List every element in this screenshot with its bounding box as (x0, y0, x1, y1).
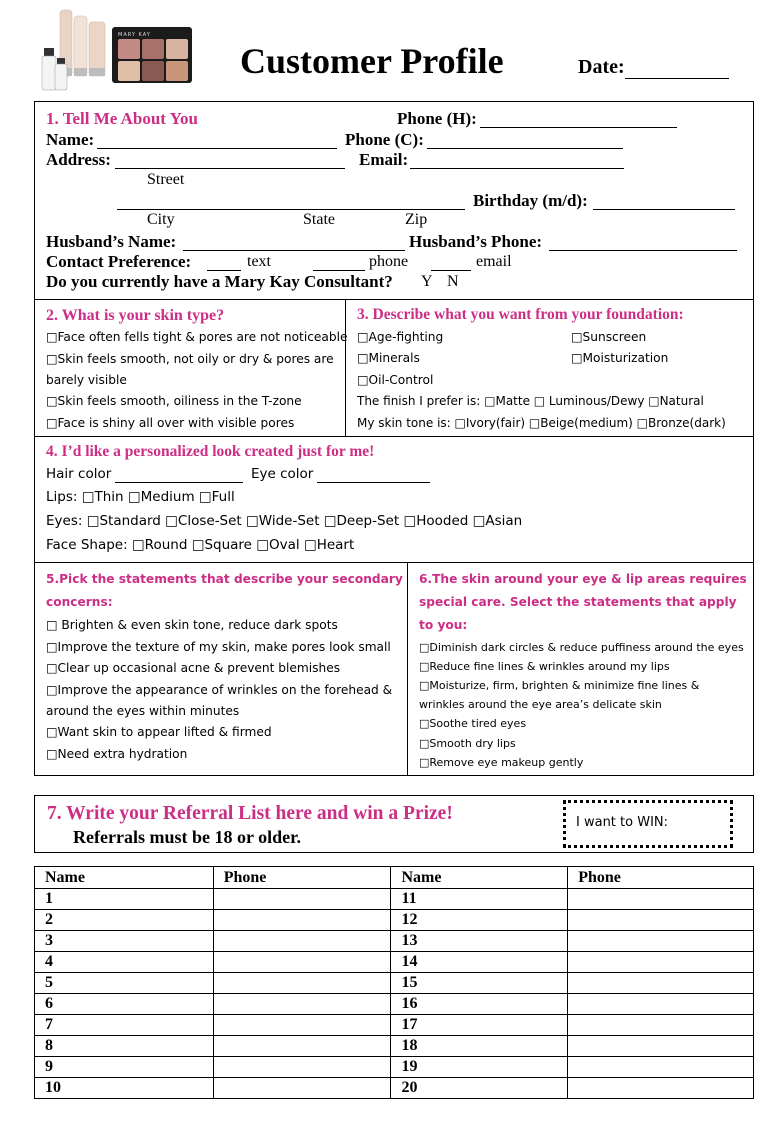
referral-name-cell[interactable]: 20 (391, 1078, 568, 1099)
skin-type-option[interactable]: □Face often fells tight & pores are not noticeable (46, 330, 348, 344)
concern-option[interactable]: □Improve the appearance of wrinkles on the forehead & (46, 683, 393, 697)
street-label: Street (147, 171, 185, 188)
header (0, 0, 779, 100)
palette-brand: MARY KAY (118, 32, 151, 38)
table-row (35, 889, 754, 910)
concern-option[interactable]: □Clear up occasional acne & prevent blemishes (46, 661, 341, 675)
skin-type-option[interactable]: □Skin feels smooth, oiliness in the T-zone (46, 394, 302, 408)
referral-phone-cell[interactable] (213, 952, 391, 973)
contact-phone-field[interactable] (313, 270, 365, 271)
section-divider (407, 563, 408, 775)
eyes-options[interactable]: Eyes: □Standard □Close-Set □Wide-Set □Deep-Set □Hooded □Asian (46, 513, 523, 529)
palette-pan (118, 39, 140, 59)
referral-name-cell[interactable]: 10 (35, 1078, 214, 1099)
table-row (35, 973, 754, 994)
concern-option-continued: around the eyes within minutes (46, 704, 240, 718)
phone-cell-label: Phone (C): (345, 130, 424, 149)
referral-phone-cell[interactable] (213, 1015, 391, 1036)
city-label: City (147, 211, 175, 228)
consultant-yes[interactable]: Y (421, 273, 433, 290)
face-shape-options[interactable]: Face Shape: □Round □Square □Oval □Heart (46, 537, 355, 553)
finish-preference[interactable]: The finish I prefer is: □Matte □ Luminous/Dewy □Natural (357, 394, 704, 408)
column-header-name: Name (391, 867, 568, 889)
phone-home-field[interactable] (480, 127, 677, 128)
foundation-minerals[interactable]: □Minerals (357, 351, 420, 365)
state-label: State (303, 211, 335, 228)
section7-heading: 7. Write your Referral List here and win a Prize! (47, 803, 453, 824)
section1-heading: 1. Tell Me About You (46, 109, 198, 128)
eye-color-label: Eye color (251, 466, 314, 482)
email-field[interactable] (410, 168, 624, 169)
table-row (35, 952, 754, 973)
referral-phone-cell[interactable] (568, 931, 754, 952)
concern-option[interactable]: □Improve the texture of my skin, make pores look small (46, 640, 391, 654)
birthday-field[interactable] (593, 209, 735, 210)
section-about-you (34, 101, 754, 300)
referral-name-cell[interactable]: 9 (35, 1057, 214, 1078)
husband-name-field[interactable] (183, 250, 405, 251)
table-row (35, 1057, 754, 1078)
phone-cell-field[interactable] (427, 148, 623, 149)
skin-type-option[interactable]: □Skin feels smooth, not oily or dry & pores are (46, 352, 334, 366)
referral-phone-cell[interactable] (568, 973, 754, 994)
section-personalized-look (34, 436, 754, 563)
column-header-phone: Phone (568, 867, 754, 889)
concern-option[interactable]: □Need extra hydration (46, 747, 188, 761)
referral-name-cell[interactable]: 19 (391, 1057, 568, 1078)
section-divider (345, 300, 346, 436)
phone-home-label: Phone (H): (397, 109, 477, 128)
referral-name-cell[interactable]: 4 (35, 952, 214, 973)
referral-phone-cell[interactable] (568, 889, 754, 910)
table-row (35, 1015, 754, 1036)
table-row (35, 931, 754, 952)
referral-phone-cell[interactable] (213, 1036, 391, 1057)
referral-phone-cell[interactable] (568, 1036, 754, 1057)
referral-name-cell[interactable]: 7 (35, 1015, 214, 1036)
email-label: Email: (359, 150, 409, 169)
section5-heading-continued: concerns: (46, 595, 113, 609)
street-field[interactable] (117, 209, 465, 210)
husband-phone-field[interactable] (549, 250, 737, 251)
foundation-moisturization[interactable]: □Moisturization (571, 351, 669, 365)
contact-email-field[interactable] (431, 270, 471, 271)
contact-text-label: text (247, 253, 271, 270)
referral-table (34, 866, 754, 1099)
consultant-question: Do you currently have a Mary Kay Consultant? (46, 272, 393, 291)
section6-heading: 6.The skin around your eye & lip areas requires (419, 572, 747, 586)
birthday-label: Birthday (m/d): (473, 191, 588, 210)
eye-lip-option[interactable]: □Soothe tired eyes (419, 717, 527, 730)
referral-phone-cell[interactable] (213, 910, 391, 931)
eye-lip-option[interactable]: □Diminish dark circles & reduce puffiness around the eyes (419, 641, 744, 654)
palette-pan (142, 39, 164, 59)
table-row (35, 994, 754, 1015)
foundation-oil-control[interactable]: □Oil-Control (357, 373, 434, 387)
section3-heading: 3. Describe what you want from your foundation: (357, 306, 684, 323)
foundation-sunscreen[interactable]: □Sunscreen (571, 330, 647, 344)
referral-phone-cell[interactable] (213, 931, 391, 952)
skin-tone-preference[interactable]: My skin tone is: □Ivory(fair) □Beige(medium) □Bronze(dark) (357, 416, 726, 430)
referral-phone-cell[interactable] (213, 1057, 391, 1078)
referral-name-cell[interactable]: 17 (391, 1015, 568, 1036)
hair-color-field[interactable] (115, 482, 243, 483)
section2-heading: 2. What is your skin type? (46, 307, 225, 324)
section6-heading-continued: special care. Select the statements that apply (419, 595, 737, 609)
contact-preference-label: Contact Preference: (46, 252, 192, 271)
section5-heading: 5.Pick the statements that describe your secondary (46, 572, 403, 586)
referral-phone-cell[interactable] (568, 1078, 754, 1099)
referral-name-cell[interactable]: 3 (35, 931, 214, 952)
referral-phone-cell[interactable] (568, 1015, 754, 1036)
page-title: Customer Profile (240, 41, 504, 81)
eye-lip-option[interactable]: □Moisturize, firm, brighten & minimize fine lines & (419, 679, 700, 692)
hair-color-label: Hair color (46, 466, 112, 482)
skincare-products-image (40, 8, 108, 92)
contact-text-field[interactable] (207, 270, 241, 271)
eye-lip-option[interactable]: □Smooth dry lips (419, 737, 516, 750)
eyeshadow-palette-image (112, 27, 192, 83)
date-label: Date: (578, 56, 625, 78)
date-field (578, 56, 729, 79)
referral-name-cell[interactable]: 16 (391, 994, 568, 1015)
referral-age-note: Referrals must be 18 or older. (73, 827, 301, 847)
address-label: Address: (46, 150, 111, 169)
referral-name-cell[interactable]: 8 (35, 1036, 214, 1057)
referral-name-cell[interactable]: 2 (35, 910, 214, 931)
referral-name-cell[interactable]: 5 (35, 973, 214, 994)
contact-email-label: email (476, 253, 512, 270)
referral-name-cell[interactable]: 6 (35, 994, 214, 1015)
table-row (35, 1078, 754, 1099)
referral-phone-cell[interactable] (213, 994, 391, 1015)
referral-phone-cell[interactable] (568, 1057, 754, 1078)
lips-options[interactable]: Lips: □Thin □Medium □Full (46, 489, 235, 505)
referral-phone-cell[interactable] (568, 952, 754, 973)
palette-pan (118, 61, 140, 81)
column-header-phone: Phone (213, 867, 391, 889)
column-header-name: Name (35, 867, 214, 889)
consultant-no[interactable]: N (447, 273, 459, 290)
date-input-line[interactable] (625, 61, 729, 79)
table-row (35, 1036, 754, 1057)
name-label: Name: (46, 130, 95, 149)
prize-box[interactable] (563, 800, 733, 848)
referral-name-cell[interactable]: 13 (391, 931, 568, 952)
referral-name-cell[interactable]: 14 (391, 952, 568, 973)
skin-type-option-continued: barely visible (46, 373, 127, 387)
referral-phone-cell[interactable] (568, 994, 754, 1015)
section-referrals (34, 795, 754, 853)
section-concerns (34, 562, 754, 776)
table-header-row (35, 867, 754, 889)
referral-name-cell[interactable]: 15 (391, 973, 568, 994)
palette-pan (166, 61, 188, 81)
eye-lip-option[interactable]: □Remove eye makeup gently (419, 756, 584, 769)
eye-lip-option-continued: wrinkles around the eye area’s delicate skin (419, 698, 662, 711)
concern-option[interactable]: □Want skin to appear lifted & firmed (46, 725, 272, 739)
concern-option[interactable]: □ Brighten & even skin tone, reduce dark spots (46, 618, 338, 632)
palette-pan (142, 61, 164, 81)
foundation-age-fighting[interactable]: □Age-fighting (357, 330, 444, 344)
name-field[interactable] (97, 148, 337, 149)
table-row (35, 910, 754, 931)
referral-name-cell[interactable]: 12 (391, 910, 568, 931)
husband-phone-label: Husband’s Phone: (409, 232, 543, 251)
referral-phone-cell[interactable] (213, 973, 391, 994)
husband-name-label: Husband’s Name: (46, 232, 177, 251)
referral-phone-cell[interactable] (213, 1078, 391, 1099)
referral-name-cell[interactable]: 1 (35, 889, 214, 910)
eye-color-field[interactable] (317, 482, 430, 483)
referral-name-cell[interactable]: 11 (391, 889, 568, 910)
skin-type-option[interactable]: □Face is shiny all over with visible pores (46, 416, 295, 430)
prize-label: I want to WIN: (576, 815, 669, 830)
section6-heading-continued: to you: (419, 618, 468, 632)
section-skin-foundation (34, 299, 754, 437)
referral-phone-cell[interactable] (568, 910, 754, 931)
contact-phone-label: phone (369, 253, 409, 270)
eye-lip-option[interactable]: □Reduce fine lines & wrinkles around my lips (419, 660, 670, 673)
palette-pan (166, 39, 188, 59)
address-field[interactable] (115, 168, 345, 169)
referral-name-cell[interactable]: 18 (391, 1036, 568, 1057)
section4-heading: 4. I’d like a personalized look created just for me! (46, 443, 375, 460)
referral-phone-cell[interactable] (213, 889, 391, 910)
zip-label: Zip (405, 211, 428, 228)
